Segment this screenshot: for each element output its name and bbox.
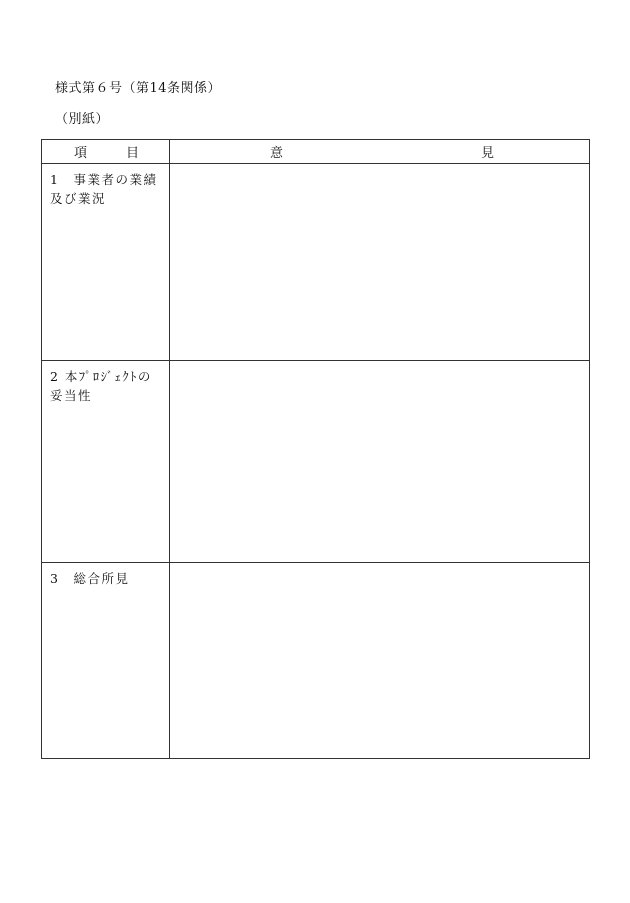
table-row [42,361,590,563]
opinion-cell[interactable] [170,361,590,563]
item-cell [42,164,170,361]
header-opinion-char-2: 見 [480,146,494,161]
header-item-char-1: 項 [74,146,88,161]
opinion-table [41,139,590,759]
item-cell [42,361,170,563]
form-number: 様式第６号（第14条関係） [55,81,222,96]
table-row [42,164,590,361]
header-item-char-2: 目 [125,146,139,161]
opinion-cell[interactable] [170,164,590,361]
item-label-business-performance: 1 事業者の業績及び業況 [50,172,158,206]
header-opinion-char-1: 意 [270,146,284,161]
item-label-overall-opinion: 3 総合所見 [50,571,130,586]
table-row [42,563,590,759]
header-item [42,140,170,164]
item-cell [42,563,170,759]
opinion-cell[interactable] [170,563,590,759]
header-opinion [170,140,590,164]
item-label-project-validity: 2 本ﾌﾟﾛｼﾞｪｸﾄの妥当性 [50,369,152,403]
attachment-label: （別紙） [55,112,110,127]
table-header-row [42,140,590,164]
